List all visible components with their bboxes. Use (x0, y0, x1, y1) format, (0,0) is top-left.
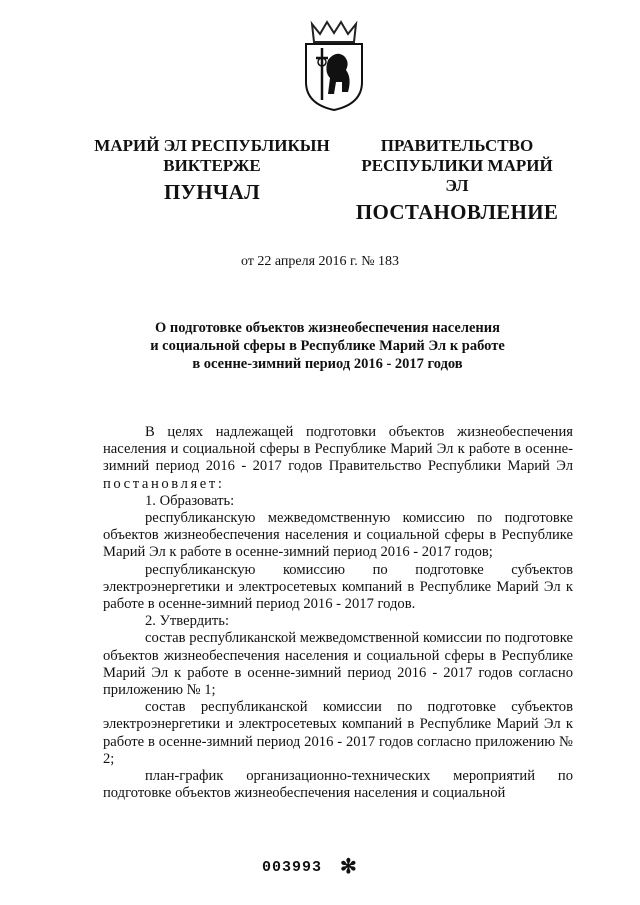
title-line: и социальной сферы в Республике Марий Эл к работе (150, 338, 505, 354)
resolves-word: постановляет: (103, 475, 225, 492)
coat-of-arms-emblem (300, 20, 368, 112)
header-right-line2: РЕСПУБЛИКИ МАРИЙ ЭЛ (361, 156, 553, 195)
item-2c-paragraph: план-график организационно-технических мероприятий по подготовке объектов жизнеобеспечения населения и социальной (103, 768, 573, 802)
footer-mark: ✻ (340, 856, 357, 878)
item-1b-paragraph: республиканскую комиссию по подготовке субъектов электроэнергетики и электросетевых компаний в Республике Марий Эл к работе в осенне-зимний период 2016 - 2017 годов. (103, 561, 573, 613)
header-right-block (352, 136, 562, 222)
intro-paragraph (103, 424, 573, 493)
header-left-block (92, 136, 332, 202)
header-left-title: ПУНЧАЛ (163, 180, 261, 204)
item-2b-paragraph: состав республиканской комиссии по подготовке субъектов электроэнергетики и электросетевых компаний в Республике Марий Эл к работе в осенне-зимний период 2016 - 2017 годов согласно приложению № 2; (103, 699, 573, 767)
header-right-line1: ПРАВИТЕЛЬСТВО (380, 136, 534, 155)
form-serial-number: 003993 (262, 859, 323, 876)
header-left-line2: ВИКТЕРЖЕ (163, 156, 261, 175)
header-right-title: ПОСТАНОВЛЕНИЕ (355, 200, 559, 224)
item-1-heading: 1. Образовать: (145, 492, 235, 509)
item-2-heading: 2. Утвердить: (145, 613, 230, 630)
title-line: О подготовке объектов жизнеобеспечения населения (155, 320, 500, 336)
document-date-number: от 22 апреля 2016 г. № 183 (240, 254, 400, 269)
title-line: в осенне-зимний период 2016 - 2017 годов (192, 356, 463, 372)
document-title (100, 319, 555, 373)
item-1a-paragraph: республиканскую межведомственную комиссию по подготовке объектов жизнеобеспечения населения и социальной сферы в Республике Марий Эл к работе в осенне-зимний период 2016 - 2017 годов; (103, 510, 573, 561)
item-2a-paragraph: состав республиканской межведомственной комиссии по подготовке объектов жизнеобеспечения населения и социальной сферы в Республике Марий Эл к работе в осенне-зимний период 2016 - 2017 годов согласно приложению № 1; (103, 630, 573, 699)
intro-text: В целях надлежащей подготовки объектов жизнеобеспечения населения и социальной сферы в Республике Марий Эл к работе в осенне-зимний период 2016 - 2017 годов Правительство Республики Марий Эл (103, 424, 573, 475)
header-left-line1: МАРИЙ ЭЛ РЕСПУБЛИКЫН (94, 136, 330, 155)
document-body (103, 424, 573, 802)
